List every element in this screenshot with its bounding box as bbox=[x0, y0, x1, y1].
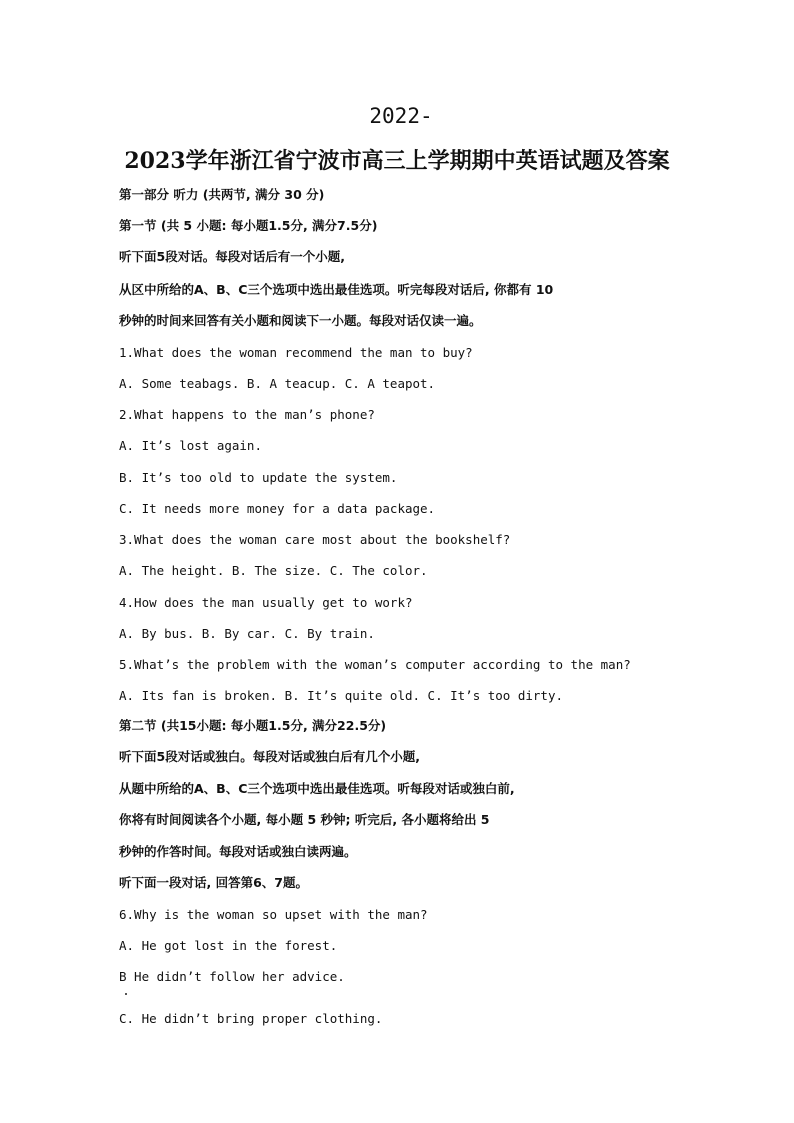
option-6c: C. He didn’t bring proper clothing. bbox=[119, 1011, 383, 1026]
instruction-line: 从题中所给的A、B、C三个选项中选出最佳选项。听每段对话或独白前, bbox=[119, 781, 515, 796]
section-heading-1: 第一节 (共 5 小题: 每小题1.5分, 满分7.5分) bbox=[119, 218, 378, 233]
instruction-line: 你将有时间阅读各个小题, 每小题 5 秒钟; 听完后, 各小题将给出 5 bbox=[119, 812, 490, 827]
options-5: A. Its fan is broken. B. It’s quite old. C. It’s too dirty. bbox=[119, 688, 564, 703]
title-line-2: 2023学年浙江省宁波市高三上学期期中英语试题及答案 bbox=[124, 148, 670, 174]
question-3: 3.What does the woman care most about the bookshelf? bbox=[119, 532, 511, 547]
instruction-line: 听下面5段对话或独白。每段对话或独白后有几个小题, bbox=[119, 749, 420, 764]
option-2b: B. It’s too old to update the system. bbox=[119, 470, 398, 485]
section-heading-part1: 第一部分 听力 (共两节, 满分 30 分) bbox=[119, 187, 325, 202]
instruction-line: 秒钟的作答时间。每段对话或独白读两遍。 bbox=[119, 844, 357, 859]
option-2c: C. It needs more money for a data package. bbox=[119, 501, 436, 516]
instruction-line: 听下面5段对话。每段对话后有一个小题, bbox=[119, 249, 345, 264]
options-3: A. The height. B. The size. C. The color. bbox=[119, 563, 428, 578]
option-2a: A. It’s lost again. bbox=[119, 438, 262, 453]
instruction-line: 从区中所给的A、B、C三个选项中选出最佳选项。听完每段对话后, 你都有 10 bbox=[119, 282, 554, 297]
sub-instruction: 听下面一段对话, 回答第6、7题。 bbox=[119, 875, 308, 890]
options-1: A. Some teabags. B. A teacup. C. A teapot. bbox=[119, 376, 436, 391]
instruction-line: 秒钟的时间来回答有关小题和阅读下一小题。每段对话仅读一遍。 bbox=[119, 313, 482, 328]
section-heading-2: 第二节 (共15小题: 每小题1.5分, 满分22.5分) bbox=[119, 718, 387, 733]
question-2: 2.What happens to the man’s phone? bbox=[119, 407, 375, 422]
question-5: 5.What’s the problem with the woman’s computer according to the man? bbox=[119, 657, 631, 672]
options-4: A. By bus. B. By car. C. By train. bbox=[119, 626, 375, 641]
stray-dot bbox=[125, 993, 127, 995]
question-1: 1.What does the woman recommend the man to buy? bbox=[119, 345, 473, 360]
title-line-1: 2022- bbox=[369, 104, 433, 128]
option-6a: A. He got lost in the forest. bbox=[119, 938, 338, 953]
question-6: 6.Why is the woman so upset with the man? bbox=[119, 907, 428, 922]
option-6b: B He didn’t follow her advice. bbox=[119, 969, 345, 984]
question-4: 4.How does the man usually get to work? bbox=[119, 595, 413, 610]
